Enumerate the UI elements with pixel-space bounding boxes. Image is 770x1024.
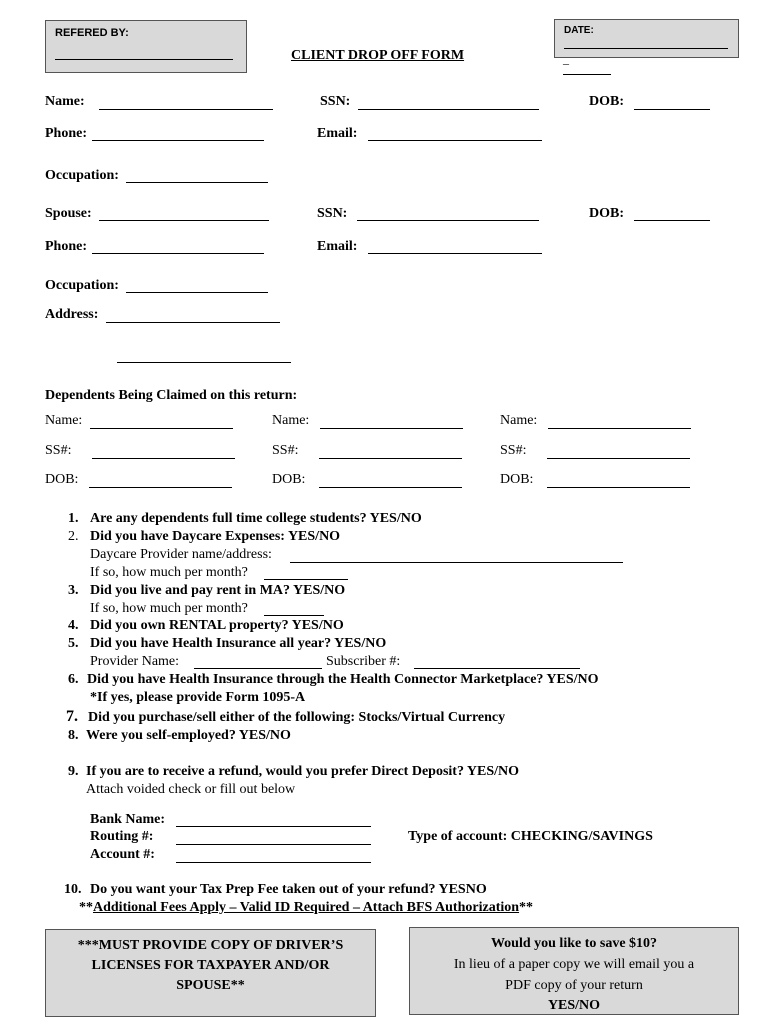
q2-provider-field[interactable] — [290, 562, 623, 563]
q1-number: 1. — [68, 511, 79, 526]
spouse-ssn-field[interactable] — [357, 220, 539, 221]
q5-provider-field[interactable] — [194, 668, 322, 669]
referred-by-box — [45, 20, 247, 73]
dep1-name-label: Name: — [45, 413, 83, 428]
account-type: Type of account: CHECKING/SAVINGS — [408, 829, 653, 844]
dep1-ss-field[interactable] — [92, 458, 235, 459]
routing-label: Routing #: — [90, 829, 154, 844]
name-field[interactable] — [99, 109, 273, 110]
routing-field[interactable] — [176, 844, 371, 845]
q10-note-prefix: ** — [79, 900, 93, 915]
q3-monthly-field[interactable] — [264, 615, 324, 616]
dep1-ss-label: SS#: — [45, 443, 72, 458]
q3-number: 3. — [68, 583, 79, 598]
dep1-dob-label: DOB: — [45, 472, 79, 487]
bank-name-field[interactable] — [176, 826, 371, 827]
notice-line-1: ***MUST PROVIDE COPY OF DRIVER’S — [77, 938, 344, 953]
account-label: Account #: — [90, 847, 155, 862]
dep2-ss-label: SS#: — [272, 443, 299, 458]
dep2-name-field[interactable] — [320, 428, 463, 429]
phone-field[interactable] — [92, 140, 264, 141]
dep2-name-label: Name: — [272, 413, 310, 428]
q5-subscriber-field[interactable] — [414, 668, 580, 669]
name-label: Name: — [45, 94, 85, 109]
spouse-phone-field[interactable] — [92, 253, 264, 254]
save-line-2: In lieu of a paper copy we will email you a — [453, 957, 695, 972]
phone-label: Phone: — [45, 126, 87, 141]
q10-note-text: Additional Fees Apply – Valid ID Required – Attach BFS Authorization — [93, 900, 520, 915]
q9-text: If you are to receive a refund, would you prefer Direct Deposit? YES/NO — [86, 764, 520, 779]
spouse-dob-field[interactable] — [634, 220, 710, 221]
account-field[interactable] — [176, 862, 371, 863]
spouse-occupation-label: Occupation: — [45, 278, 119, 293]
save-ten-box — [409, 927, 739, 1015]
q4-text: Did you own RENTAL property? YES/NO — [90, 618, 344, 633]
dep1-dob-field[interactable] — [89, 487, 232, 488]
q5-subscriber-label: Subscriber #: — [326, 654, 401, 669]
spouse-occupation-field[interactable] — [126, 292, 268, 293]
dep3-name-label: Name: — [500, 413, 538, 428]
spouse-email-field[interactable] — [368, 253, 542, 254]
q6-note: *If yes, please provide Form 1095-A — [90, 690, 306, 705]
q3-text: Did you live and pay rent in MA? YES/NO — [90, 583, 346, 598]
dep2-ss-field[interactable] — [319, 458, 462, 459]
spouse-field[interactable] — [99, 220, 269, 221]
save-line-1: Would you like to save $10? — [490, 936, 658, 951]
date-dash: _ — [563, 52, 569, 66]
q10-note-suffix: ** — [519, 900, 534, 915]
date-label: DATE: — [564, 25, 594, 36]
q2-provider-label: Daycare Provider name/address: — [90, 547, 272, 562]
dep3-ss-label: SS#: — [500, 443, 527, 458]
date-box — [554, 19, 739, 58]
spouse-label: Spouse: — [45, 206, 92, 221]
q5-number: 5. — [68, 636, 79, 651]
q5-provider-label: Provider Name: — [90, 654, 180, 669]
spouse-dob-label: DOB: — [589, 206, 624, 221]
date-field[interactable] — [564, 48, 728, 49]
form-title: CLIENT DROP OFF FORM — [291, 48, 465, 63]
dep3-dob-field[interactable] — [547, 487, 690, 488]
q5-text: Did you have Health Insurance all year? YES/NO — [90, 636, 387, 651]
occupation-field[interactable] — [126, 182, 268, 183]
dependents-heading: Dependents Being Claimed on this return: — [45, 388, 298, 403]
save-line-3: PDF copy of your return — [505, 978, 643, 993]
dep3-ss-field[interactable] — [547, 458, 690, 459]
dep3-name-field[interactable] — [548, 428, 691, 429]
ssn-field[interactable] — [358, 109, 539, 110]
address-field-2[interactable] — [117, 362, 291, 363]
referred-by-field[interactable] — [55, 59, 233, 60]
spouse-ssn-label: SSN: — [317, 206, 348, 221]
q3-monthly-label: If so, how much per month? — [90, 601, 248, 616]
q10-number: 10. — [64, 882, 82, 897]
save-yes-no[interactable]: YES/NO — [547, 998, 601, 1013]
dep1-name-field[interactable] — [90, 428, 233, 429]
dob-field[interactable] — [634, 109, 710, 110]
q9-number: 9. — [68, 764, 79, 779]
address-label: Address: — [45, 307, 99, 322]
q2-text: Did you have Daycare Expenses: YES/NO — [90, 529, 341, 544]
notice-line-2: LICENSES FOR TAXPAYER AND/OR — [91, 958, 330, 973]
ssn-label: SSN: — [320, 94, 351, 109]
q10-text: Do you want your Tax Prep Fee taken out of your refund? YESNO — [90, 882, 487, 897]
q2-monthly-label: If so, how much per month? — [90, 565, 248, 580]
q10-note — [79, 900, 533, 916]
q7-text: Did you purchase/sell either of the following: Stocks/Virtual Currency — [88, 710, 506, 725]
q9-subtext: Attach voided check or fill out below — [86, 782, 296, 797]
dep2-dob-label: DOB: — [272, 472, 306, 487]
q8-text: Were you self-employed? YES/NO — [86, 728, 291, 743]
q8-number: 8. — [68, 728, 79, 743]
q2-monthly-field[interactable] — [264, 579, 348, 580]
q4-number: 4. — [68, 618, 79, 633]
bank-name-label: Bank Name: — [90, 812, 166, 827]
notice-line-3: SPOUSE** — [176, 978, 245, 993]
dep3-dob-label: DOB: — [500, 472, 534, 487]
address-field[interactable] — [106, 322, 280, 323]
q2-number: 2. — [68, 529, 79, 544]
q7-number: 7. — [66, 708, 78, 725]
dep2-dob-field[interactable] — [319, 487, 462, 488]
q6-number: 6. — [68, 672, 79, 687]
q1-text: Are any dependents full time college students? YES/NO — [90, 511, 422, 526]
referred-by-label: REFERED BY: — [55, 27, 129, 39]
q6-text: Did you have Health Insurance through the Health Connector Marketplace? YES/NO — [87, 672, 599, 687]
email-field[interactable] — [368, 140, 542, 141]
spouse-email-label: Email: — [317, 239, 358, 254]
email-label: Email: — [317, 126, 358, 141]
date-extra-line — [563, 74, 611, 75]
occupation-label: Occupation: — [45, 168, 119, 183]
drivers-license-notice — [45, 929, 376, 1017]
spouse-phone-label: Phone: — [45, 239, 87, 254]
dob-label: DOB: — [589, 94, 624, 109]
